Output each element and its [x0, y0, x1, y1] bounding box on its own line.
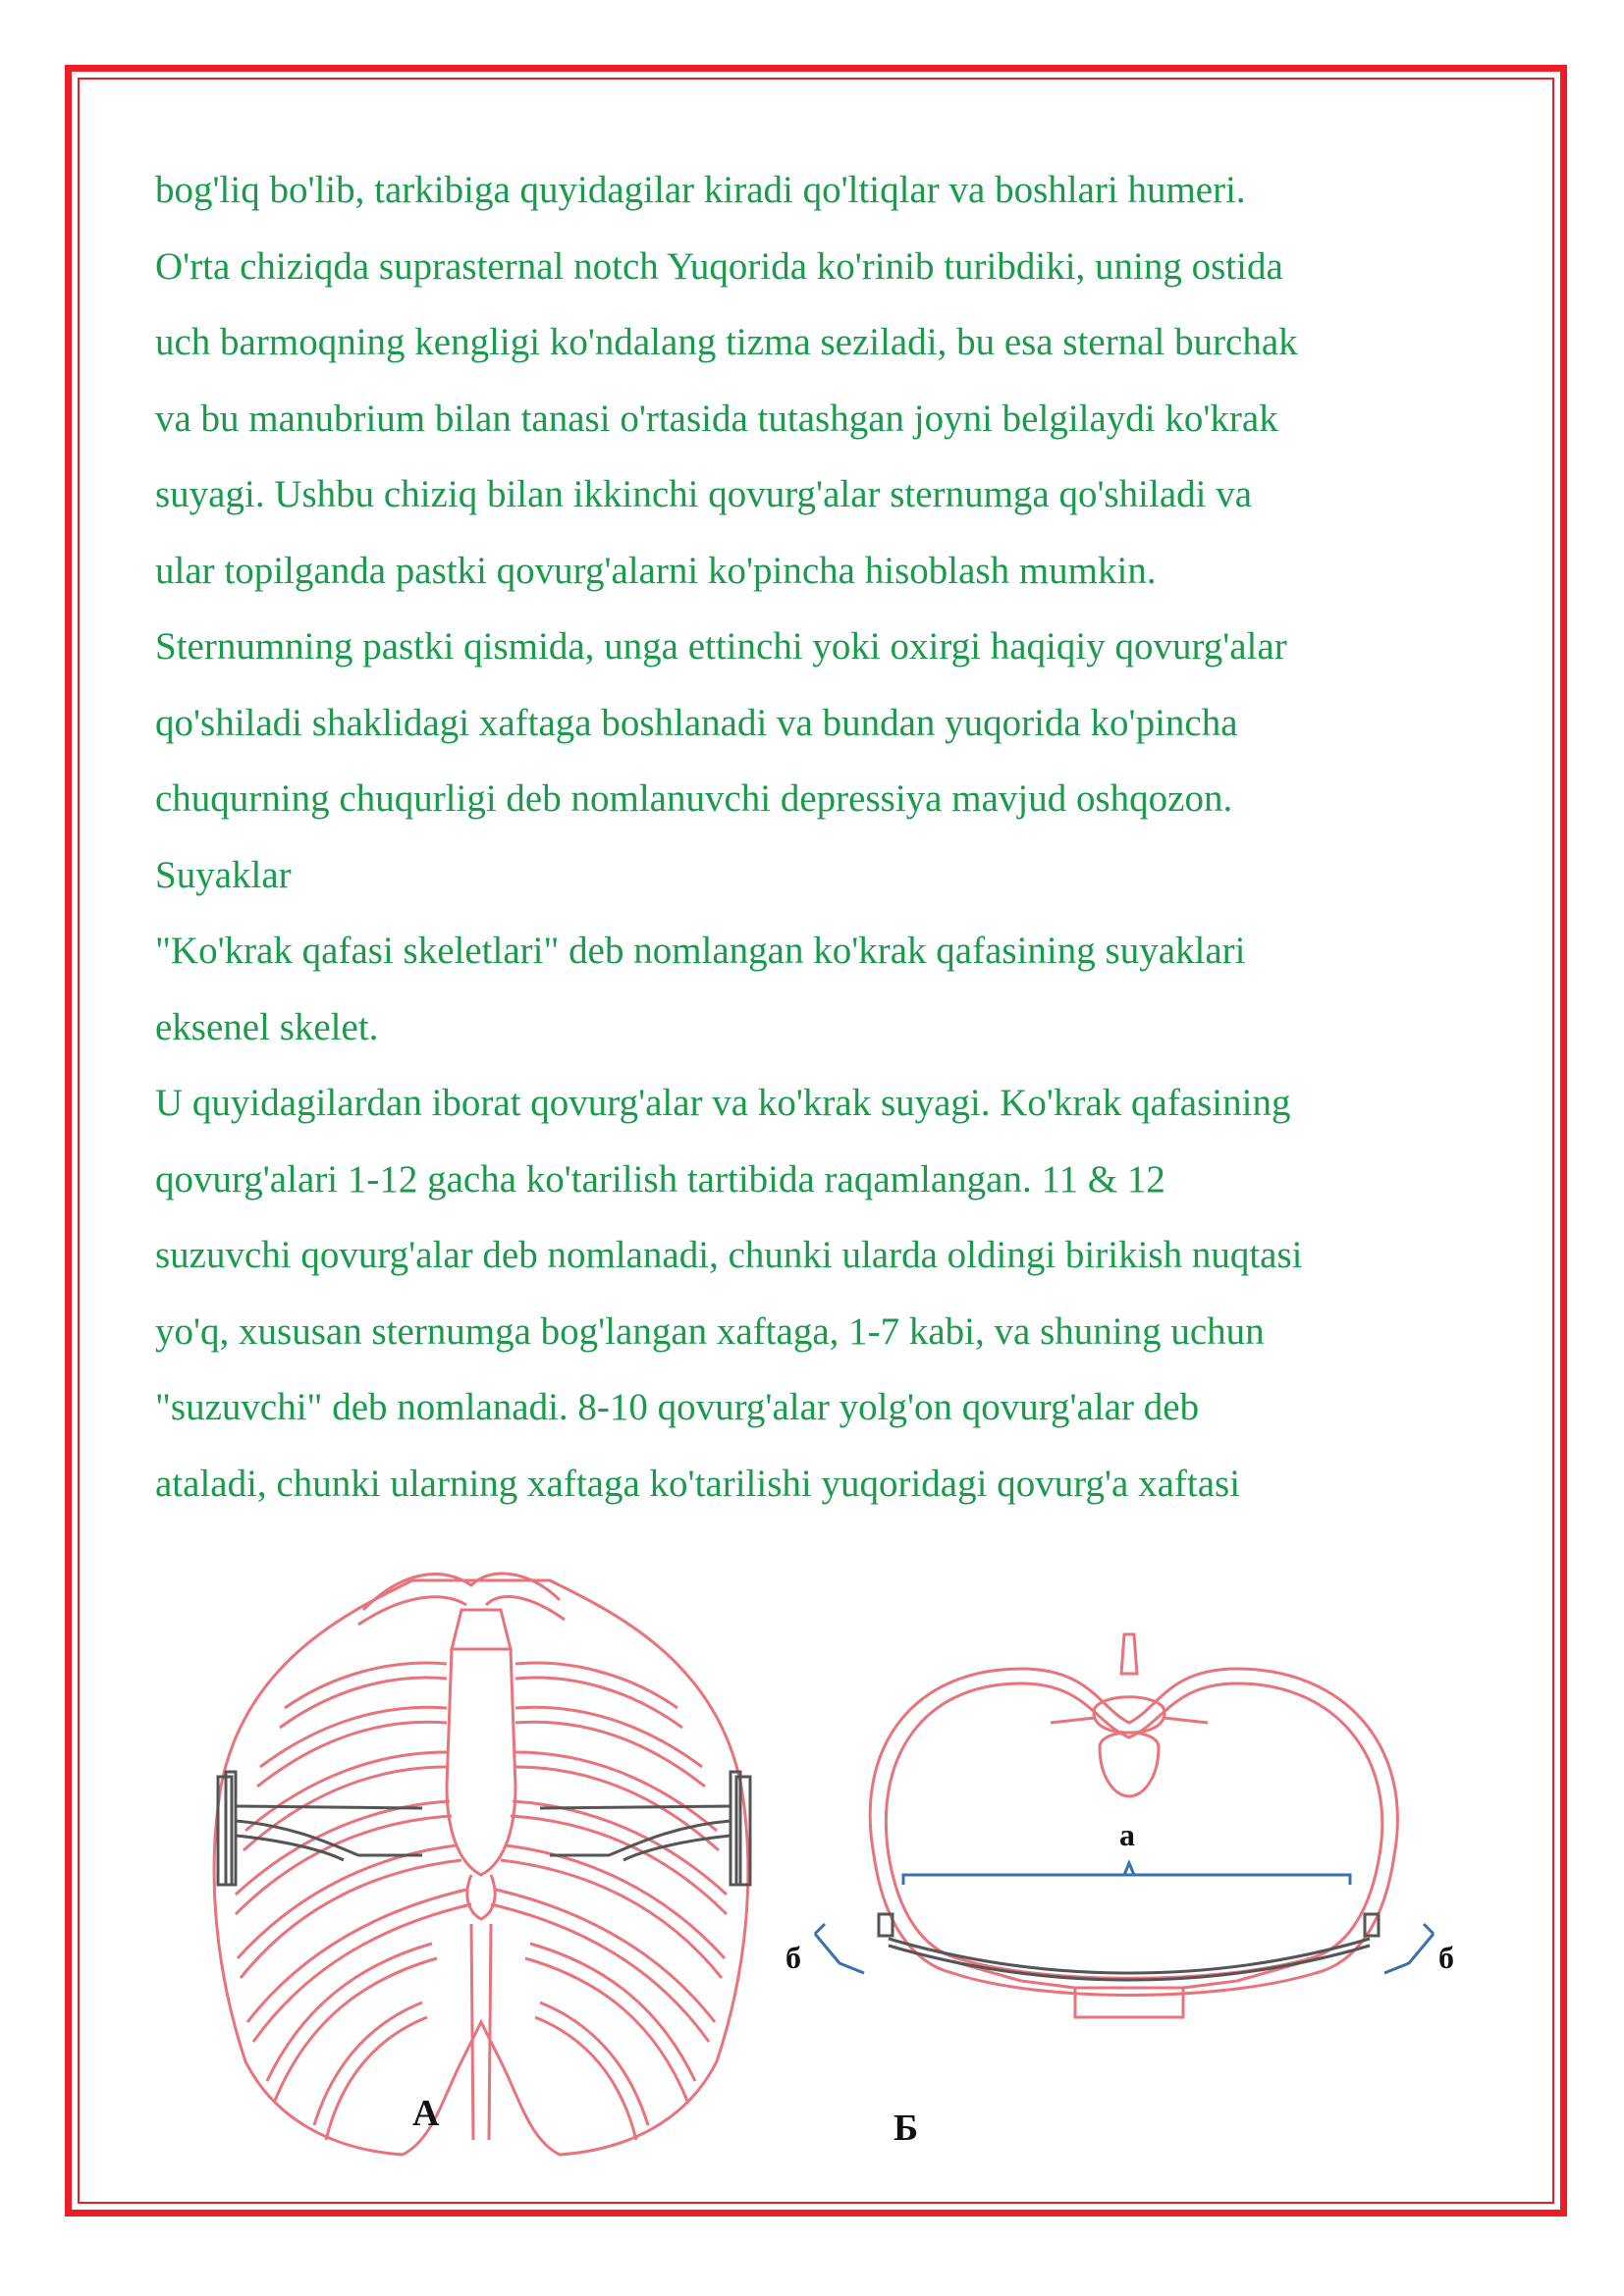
rib-cage-anterior-view: [214, 1574, 748, 2155]
figure-label-b: Б: [893, 2108, 919, 2149]
text-line: qo'shiladi shaklidagi xaftaga boshlanadi va bundan yuqorida ko'pincha: [155, 701, 1238, 744]
text-line: O'rta chiziqda suprasternal notch Yuqorida ko'rinib turibdiki, uning ostida: [155, 244, 1283, 288]
brace-label-b-left: б: [785, 1940, 801, 1975]
text-line: Sternumning pastki qismida, unga ettinchi yoki oxirgi haqiqiy qovurg'alar: [155, 625, 1287, 667]
text-line: va bu manubrium bilan tanasi o'rtasida tutashgan joyni belgilaydi ko'krak: [155, 397, 1278, 440]
rib-cage-figure: [187, 1551, 1492, 2169]
text-line: qovurg'alari 1-12 gacha ko'tarilish tartibida raqamlangan. 11 & 12: [155, 1157, 1165, 1201]
text-line: uch barmoqning kengligi ko'ndalang tizma seziladi, bu esa sternal burchak: [155, 321, 1298, 363]
implant-bar: [879, 1914, 1379, 1980]
body-text: [155, 152, 1490, 1522]
text-line: Suyaklar: [155, 853, 292, 896]
text-line: bog'liq bo'lib, tarkibiga quyidagilar kiradi qo'ltiqlar va boshlari humeri.: [155, 169, 1246, 211]
brace-label-b-right: б: [1438, 1940, 1454, 1975]
brace-label-a: а: [1119, 1817, 1135, 1852]
text-line: U quyidagilardan iborat qovurg'alar va ko'krak suyagi. Ko'krak qafasining: [155, 1082, 1291, 1124]
text-line: "suzuvchi" deb nomlanadi. 8-10 qovurg'alar yolg'on qovurg'alar deb: [155, 1386, 1200, 1428]
text-line: chuqurning chuqurligi deb nomlanuvchi depressiya mavjud oshqozon.: [155, 777, 1233, 820]
text-line: eksenel skelet.: [155, 1005, 379, 1048]
text-line: suyagi. Ushbu chiziq bilan ikkinchi qovurg'alar sternumga qo'shiladi va: [155, 473, 1253, 515]
text-line: "Ko'krak qafasi skeletlari" deb nomlangan ko'krak qafasining suyaklari: [155, 930, 1246, 972]
text-line: ular topilganda pastki qovurg'alarni ko'pincha hisoblash mumkin.: [155, 549, 1157, 592]
figure-label-a: А: [412, 2093, 440, 2134]
text-line: yo'q, xususan sternumga bog'langan xaftaga, 1-7 kabi, va shuning uchun: [155, 1309, 1265, 1353]
text-line: suzuvchi qovurg'alar deb nomlanadi, chunki ularda oldingi birikish nuqtasi: [155, 1234, 1303, 1276]
text-line: ataladi, chunki ularning xaftaga ko'tarilishi yuqoridagi qovurg'a xaftasi: [155, 1462, 1241, 1505]
